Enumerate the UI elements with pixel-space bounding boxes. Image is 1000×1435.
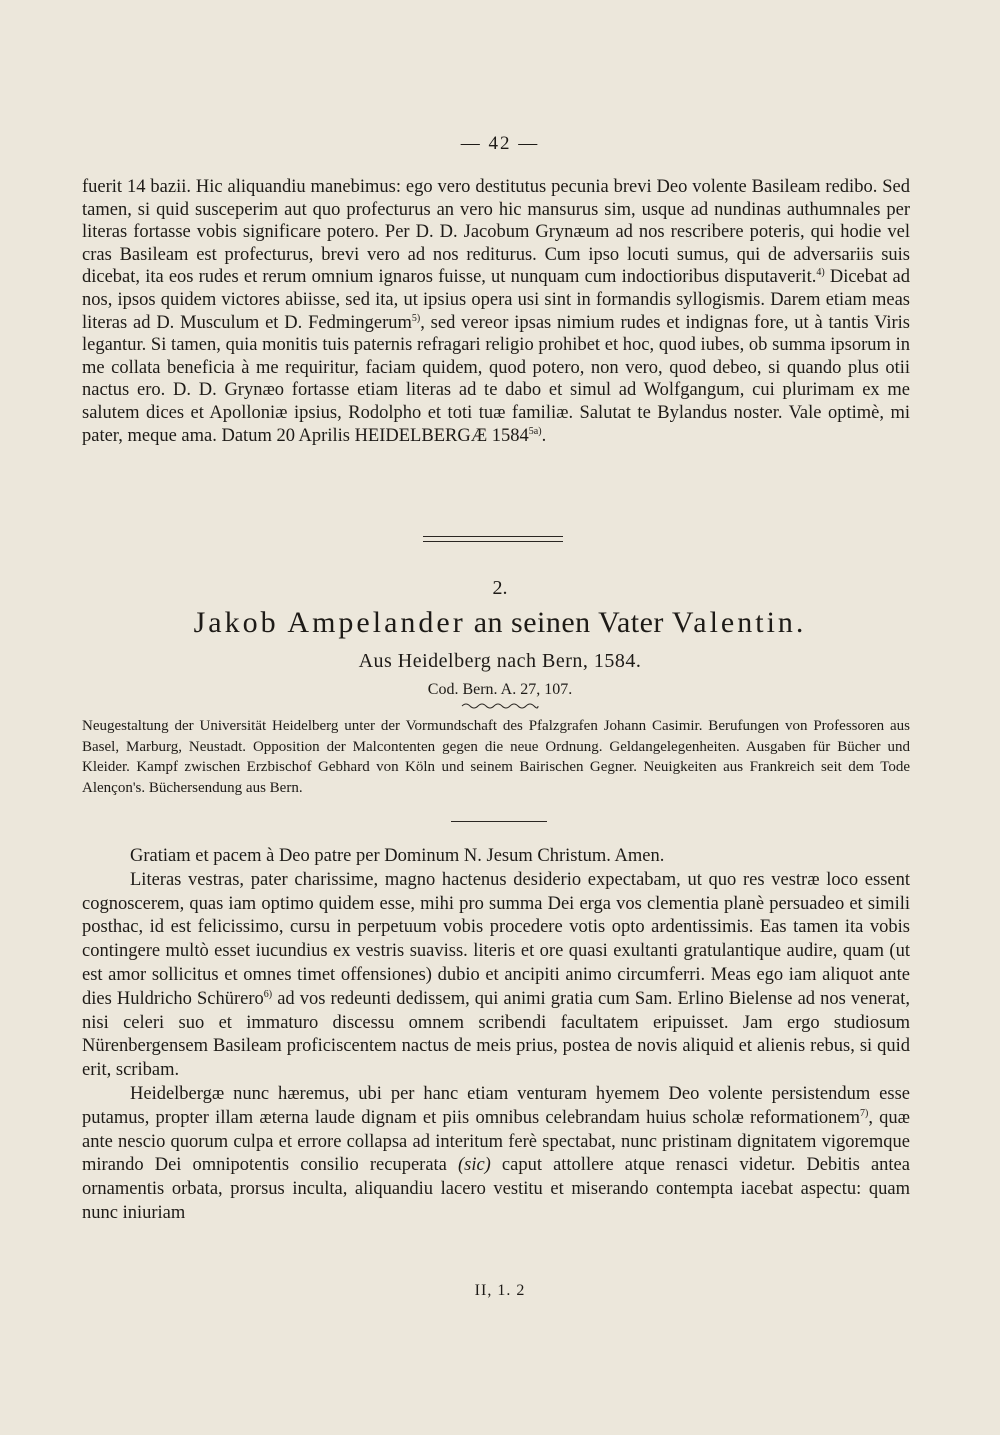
footnote-ref-4: 4) xyxy=(816,267,825,279)
summary-text: Neugestaltung der Universität Heidelberg unter der Vormundschaft des Pfalzgrafen Johann Casimir. Berufungen von Professoren aus Basel, Marburg, Neustadt. Opposition der Malcontenten gegen die neue Ordnung. Geldangelegenheiten. Ausgaben für Bücher und Kleider. Kampf zwischen Erzbischof Gebhard von Köln und seinem Bairischen Gegner. Neuigkeiten aus Frankreich seit dem Tode Alençon's. Büchersendung aus Bern. xyxy=(82,718,910,796)
wavy-divider xyxy=(460,701,540,711)
paragraph xyxy=(82,1083,910,1226)
letter-number: 2. xyxy=(492,577,508,599)
text-run: ad vos redeunti dedissem, qui animi gratia cum Sam. Erlino Bielense ad nos venerat, nisi celeri suo et immaturo discessu omnem scribendi facultatem eripuisset. Jam ergo studiosum Nürenbergensem Basileam proficiscentem nactus de meis prius, postea de novis aliquid et alienis rebus, si quid erit, scribam. xyxy=(82,988,910,1081)
footnote-ref-6: 6) xyxy=(263,988,273,1000)
footnote-ref-7: 7) xyxy=(859,1107,869,1119)
sic-annotation: (sic) xyxy=(457,1155,491,1176)
letter-title xyxy=(0,606,1000,640)
salutation: Gratiam et pacem à Deo patre per Dominum N. Jesum Christum. Amen. xyxy=(130,846,665,866)
text-run: Dicebat ad nos, ipsos quidem victores abiisse, sed ita, ut ipsius opera usi sint in formandis syllogismis. Darem etiam meas literas ad D. Musculum et D. Fedmingerum xyxy=(82,267,910,333)
text-run: , sed vereor ipsas nimium rudes et indignas fore, ut à tantis Viris legantur. Si tamen, quia monitis tuis paternis refragari religio prohibet et hoc, quod iubes, ob summa ipsorum in me collata beneficia à me requiritur, faciam quidem, quod potero, non vero, quod debeo, si quando plus otii nactus ero. D. D. Grynæo fortasse etiam literas ad te dabo et simul ad Wolfgangum, cui plurimam ex me salutem dices et Apolloniæ ipsius, Rodolpho et toti tuæ familiæ. Salutat te Bylandus noster. Vale optimè, mi pater, meque ama. Datum 20 Aprilis HEIDELBERGÆ 1584 xyxy=(82,312,910,446)
summary-divider xyxy=(451,821,547,822)
title-part: Vater xyxy=(598,606,672,639)
paragraph xyxy=(82,869,910,1083)
letter-summary xyxy=(82,716,910,798)
letter-2-body xyxy=(82,845,910,1226)
letter-source: Cod. Bern. A. 27, 107. xyxy=(427,681,573,698)
text-run: caput attollere atque renasci videtur. Debitis antea ornamentis orbata, prorsus inculta, aliquandiu lacero vestitu et miserando contempta iacebat aspectu: quam nunc iniuriam xyxy=(82,1155,910,1223)
title-part: an seinen xyxy=(465,606,599,639)
text-run: Literas vestras, pater charissime, magno hactenus desiderio expectabam, ut quo res vestræ loco essent cognoscerem, quas iam optimo quidem esse, mihi pro summa Dei erga vos clementia planè persuadeo et simili posthac, id est felicissimo, cursu in perpetuum vobis procedere votis opto ardentissimis. Eas tamen ita vobis contingere multò esset iucundius ex vestris suaviss. literis et ore quasi exultanti gratulantique audire, quam (ut est amor sollicitus et omnes timet offensiones) dubio et ancipiti animo circumferri. Meas ego iam aliquot ante dies Huldricho Schürero xyxy=(82,869,910,1009)
section-divider xyxy=(423,536,563,542)
title-part: Jakob Ampelander xyxy=(193,606,466,639)
paragraph xyxy=(82,176,910,447)
footnote-ref-5a: 5a) xyxy=(528,425,542,437)
title-part: Valentin. xyxy=(671,606,807,639)
text-run: Heidelbergæ nunc hæremus, ubi per hanc etiam venturam hyemem Deo volente persistendum esse putamus, propter illam æterna laude dignam et piis omnibus celebrandam huius scholæ reformationem xyxy=(82,1083,910,1128)
letter-subtitle: Aus Heidelberg nach Bern, 1584. xyxy=(358,650,642,672)
footnote-ref-5: 5) xyxy=(411,312,421,324)
text-run: , quæ ante nescio quorum culpa et errore collapsa ad interitum ferè spectabat, nunc pristinam dignitatem vigoremque mirando Dei omnipotentis consilio recuperata xyxy=(82,1107,910,1176)
text-run: . xyxy=(541,425,547,446)
letter-1-closing-paragraph xyxy=(82,176,910,447)
page-number: — 42 — xyxy=(460,133,540,154)
text-run: fuerit 14 bazii. Hic aliquandiu manebimus: ego vero destitutus pecunia brevi Deo volente Basileam redibo. Sed tamen, si quid susceperim aut quo profecturus an vero hic mansurus sim, usque ad nundinas authumnales per literas fortasse vobis significare potero. Per D. D. Jacobum Grynæum ad nos rescribere poteris, qui hodie vel cras Basileam est profecturus, brevi vero ad nos rediturus. Cum ipso locuti sumus, qui de adversariis suis dicebat, ita eos rudes et rerum omnium ignaros fuisse, ut nunquam cum indoctioribus disputaverit. xyxy=(82,177,910,288)
printer-signature: II, 1. 2 xyxy=(474,1282,526,1299)
